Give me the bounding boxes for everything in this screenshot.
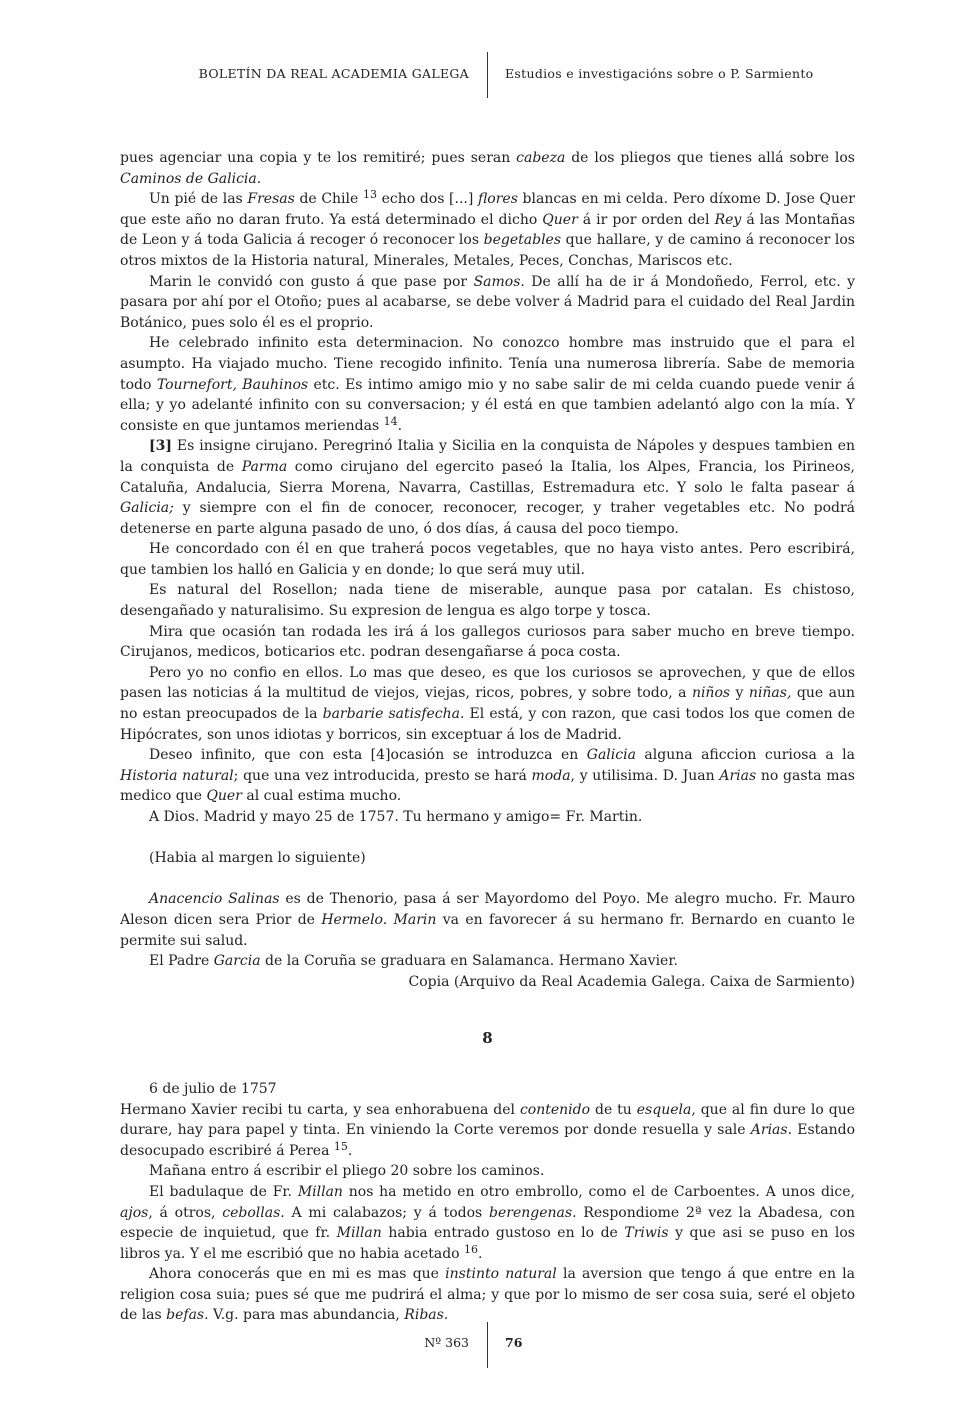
paragraph: Hermano Xavier recibi tu carta, y sea enhorabuena del contenido de tu esquela, que al fin dure lo que durare, hay para papel y tinta. En viniendo la Corte veremos por donde resuella y sale Arias. Estando desocupado escribiré á Perea $^{15}$. [120, 1101, 856, 1159]
paragraph: Deseo infinito, que con esta [4]ocasión se introduzca en Galicia alguna aficcion curiosa a la Historia natural; que una vez introducida, presto se hará moda, y utilisima. D. Juan Arias no gasta mas medico que Quer al cual estima mucho. [120, 747, 855, 805]
issue-number: Nº 363 [424, 1335, 469, 1350]
paragraph: Ahora conocerás que en mi es mas que instinto natural la aversion que tengo á que entre en la religion cosa suia; pues sé que me pudrirá el alma; y que por lo mismo de ser cosa suia, seré el objeto de las befas. V.g. para mas abundancia, Ribas. [120, 1266, 856, 1324]
margin-note: (Habia al margen lo siguiente) [149, 850, 366, 867]
journal-title: BOLETÍN DA REAL ACADEMIA GALEGA [198, 66, 469, 81]
paragraph: He celebrado infinito esta determinacion. No conozco hombre mas instruido que el para el asumpto. Ha viajado mucho. Tiene recogido infinito. Tenía una numerosa librería. Sabe de memoria todo Tournefort, Bauhinos etc. Es intimo amigo mio y no sabe salir de mi celda cuando puede venir á ella; y yo adelanté infinito con su conversacion; y él está en que tambien adelantó algo con la mía. Y consiste en que juntamos meriendas $^{14}$. [120, 335, 856, 434]
footnote-ref: 13 [362, 188, 377, 202]
paragraph: Es natural del Rosellon; nada tiene de miserable, aunque pasa por catalan. Es chistoso, desengañado y naturalisimo. Su expresion de lengua es algo torpe y tosca. [120, 582, 855, 620]
paragraph: Pero yo no confio en ellos. Lo mas que deseo, es que los curiosos se aprovechen, y que de ellos pasen las noticias á la multitud de viejos, viejas, ricos, pobres, y sobre todo, a niños y niñas, que aun no estan preocupados de la barbarie satisfecha. El está, y con razon, que casi todos los que comen de Hipócrates, son unos idiotas y borricos, sin exceptuar á los de Madrid. [120, 664, 856, 743]
letter-number: 8 [482, 1029, 493, 1048]
footnote-ref: 16 [464, 1242, 479, 1256]
page-body [120, 148, 855, 1326]
header-divider [487, 52, 488, 98]
paragraph: Mira que ocasión tan rodada les irá á los gallegos curiosos para saber mucho en breve tiempo. Cirujanos, medicos, boticarios etc. podran desengañarse á poca costa. [120, 623, 855, 661]
section-title: Estudios e investigacións sobre o P. Sarmiento [505, 66, 814, 81]
paragraph: pues agenciar una copia y te los remitiré; pues seran cabeza de los pliegos que tienes allá sobre los Caminos de Galicia. [120, 150, 855, 187]
page-marker: [3] [149, 438, 172, 455]
footnote-ref: 15 [333, 1139, 348, 1153]
paragraph: Anacencio Salinas es de Thenorio, pasa á ser Mayordomo del Poyo. Me alegro mucho. Fr. Mauro Aleson dicen sera Prior de Hermelo. Marin va en favorecer á su hermano fr. Bernardo en cuanto le permite sui salud. [120, 891, 855, 949]
page-number: 76 [505, 1335, 523, 1350]
paragraph: Mañana entro á escribir el pliego 20 sobre los caminos. [149, 1163, 545, 1180]
paragraph: El Padre Garcia de la Coruña se graduara en Salamanca. Hermano Xavier. [149, 953, 678, 970]
paragraph: Marin le convidó con gusto á que pase por Samos. De allí ha de ir á Mondoñedo, Ferrol, etc. y pasara por ahí por el Otoño; pues al acabarse, se debe volver á Madrid para el cuidado del Real Jardin Botánico, pues solo él es el proprio. [120, 273, 855, 331]
footer-divider [487, 1322, 488, 1368]
letter-date: 6 de julio de 1757 [149, 1080, 277, 1097]
source-citation: Copia (Arquivo da Real Academia Galega. Caixa de Sarmiento) [408, 973, 855, 990]
closing-line: A Dios. Madrid y mayo 25 de 1757. Tu hermano y amigo= Fr. Martin. [149, 809, 643, 825]
footnote-ref: 14 [383, 414, 398, 428]
paragraph: [3] Es insigne cirujano. Peregrinó Italia y Sicilia en la conquista de Nápoles y despues tambien en la conquista de Parma como cirujano del egercito paseó la Italia, los Alpes, Francia, los Pirineos, Cataluña, Andalucia, Sierra Morena, Navarra, Castillas, Estremadura etc. Y solo le falta pasear á Galicia; y siempre con el fin de conocer, reconocer, recoger, y traher vegetables etc. No podrá detenerse en parte alguna pasado de uno, ó dos días, á causa del poco tiempo. [120, 438, 855, 537]
paragraph: He concordado con él en que traherá pocos vegetables, que no haya visto antes. Pero escribirá, que tambien los halló en Galicia y en donde; lo que será muy util. [120, 541, 855, 578]
paragraph: Un pié de las Fresas de Chile $^{13}$ echo dos [...] flores blancas en mi celda. Pero díxome D. Jose Quer que este año no daran fruto. Ya está determinado el dicho Quer á ir por orden del Rey á las Montañas de Leon y á toda Galicia á recoger ó reconocer los begetables que hallare, y de camino á reconocer los otros mixtos de la Historia natural, Minerales, Metales, Peces, Conchas, Mariscos etc. [120, 188, 855, 269]
paragraph: El badulaque de Fr. Millan nos ha metido en otro embrollo, como el de Carboentes. A unos dice, ajos, á otros, cebollas. A mi calabazos; y á todos berengenas. Respondiome 2ª vez la Abadesa, con especie de inquietud, que fr. Millan habia entrado gustoso en lo de Triwis y que asi se puso en los libros ya. Y el me escribió que no habia acetado $^{16}$. [120, 1183, 855, 1262]
